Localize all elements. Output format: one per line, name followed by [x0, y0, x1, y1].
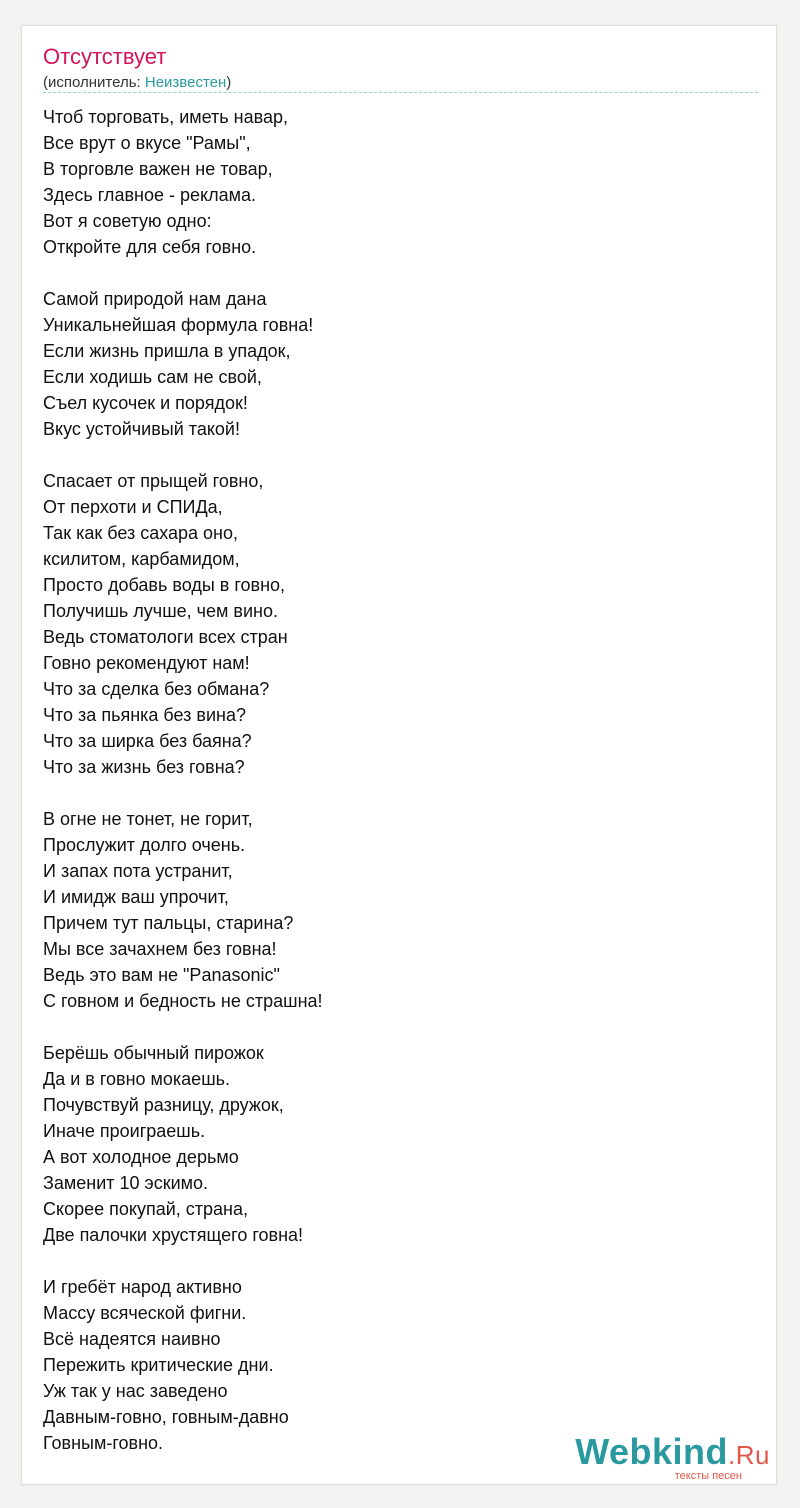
lyrics-line: Что за сделка без обмана? — [43, 679, 270, 699]
logo-subtitle: тексты песен — [674, 1470, 742, 1482]
lyrics-line: Причем тут пальцы, старина? — [43, 913, 294, 933]
lyrics-line: Пережить критические дни. — [43, 1355, 274, 1375]
lyrics-line: Вкус устойчивый такой! — [43, 419, 240, 439]
lyrics-line: Если ходишь сам не свой, — [43, 367, 262, 387]
lyrics-line: Давным-говно, говным-давно — [43, 1407, 289, 1427]
lyrics-stanza — [43, 104, 743, 260]
lyrics-line: С говном и бедность не страшна! — [43, 991, 323, 1011]
lyrics-line: Откройте для себя говно. — [43, 237, 257, 257]
lyrics-line: А вот холодное дерьмо — [43, 1147, 239, 1167]
lyrics-line: Ведь это вам не "Panasonic" — [43, 965, 280, 985]
artist-prefix: (исполнитель: — [43, 74, 145, 91]
song-title: Отсутствует — [43, 44, 167, 69]
lyrics-stanza — [43, 286, 743, 442]
lyrics-stanza — [43, 468, 743, 780]
lyrics-line: Все врут о вкусе "Рамы", — [43, 133, 251, 153]
lyrics-line: Уж так у нас заведено — [43, 1381, 228, 1401]
lyrics-line: Получишь лучше, чем вино. — [43, 601, 278, 621]
artist-suffix: ) — [226, 74, 232, 91]
artist-line — [43, 73, 231, 93]
lyrics-line: Прослужит долго очень. — [43, 835, 246, 855]
artist-link[interactable]: Неизвестен — [144, 74, 227, 91]
lyrics-line: Просто добавь воды в говно, — [43, 575, 286, 595]
lyrics-line: Мы все зачахнем без говна! — [43, 939, 277, 959]
lyrics-line: В торговле важен не товар, — [43, 159, 273, 179]
lyrics-line: Заменит 10 эскимо. — [43, 1173, 209, 1193]
lyrics-line: Самой природой нам дана — [43, 289, 267, 309]
lyrics-line: Иначе проиграешь. — [43, 1121, 206, 1141]
logo-tld: .Ru — [728, 1440, 770, 1470]
lyrics-line: Что за ширка без баяна? — [43, 731, 252, 751]
lyrics-line: Чтоб торговать, иметь навар, — [43, 107, 289, 127]
lyrics-stanza — [43, 1040, 743, 1248]
lyrics-line: Что за пьянка без вина? — [43, 705, 246, 725]
dashed-divider — [43, 92, 758, 93]
lyrics-line: Съел кусочек и порядок! — [43, 393, 248, 413]
lyrics-card — [21, 25, 777, 1485]
lyrics-line: И запах пота устранит, — [43, 861, 233, 881]
lyrics-line: Если жизнь пришла в упадок, — [43, 341, 291, 361]
lyrics-line: Говным-говно. — [43, 1433, 164, 1453]
lyrics-line: Почувствуй разницу, дружок, — [43, 1095, 284, 1115]
lyrics-line: Так как без сахара оно, — [43, 523, 239, 543]
lyrics-line: Всё надеятся наивно — [43, 1329, 221, 1349]
lyrics-line: Ведь стоматологи всех стран — [43, 627, 288, 647]
lyrics-line: Скорее покупай, страна, — [43, 1199, 248, 1219]
lyrics-line: От перхоти и СПИДа, — [43, 497, 223, 517]
lyrics-line: Что за жизнь без говна? — [43, 757, 245, 777]
lyrics-line: И гребёт народ активно — [43, 1277, 242, 1297]
lyrics-line: Две палочки хрустящего говна! — [43, 1225, 304, 1245]
site-logo[interactable] — [575, 1431, 770, 1482]
lyrics-stanza — [43, 1274, 743, 1456]
lyrics-line: Уникальнейшая формула говна! — [43, 315, 314, 335]
lyrics-line: ксилитом, карбамидом, — [43, 549, 240, 569]
lyrics-line: Вот я советую одно: — [43, 211, 212, 231]
lyrics-line: Говно рекомендуют нам! — [43, 653, 250, 673]
logo-wordmark: Webkind — [575, 1431, 729, 1472]
lyrics-text — [43, 104, 743, 1456]
lyrics-line: И имидж ваш упрочит, — [43, 887, 229, 907]
lyrics-stanza — [43, 806, 743, 1014]
lyrics-line: Берёшь обычный пирожок — [43, 1043, 264, 1063]
lyrics-line: Да и в говно мокаешь. — [43, 1069, 231, 1089]
lyrics-line: Массу всяческой фигни. — [43, 1303, 247, 1323]
lyrics-line: Спасает от прыщей говно, — [43, 471, 264, 491]
lyrics-line: В огне не тонет, не горит, — [43, 809, 253, 829]
lyrics-line: Здесь главное - реклама. — [43, 185, 256, 205]
